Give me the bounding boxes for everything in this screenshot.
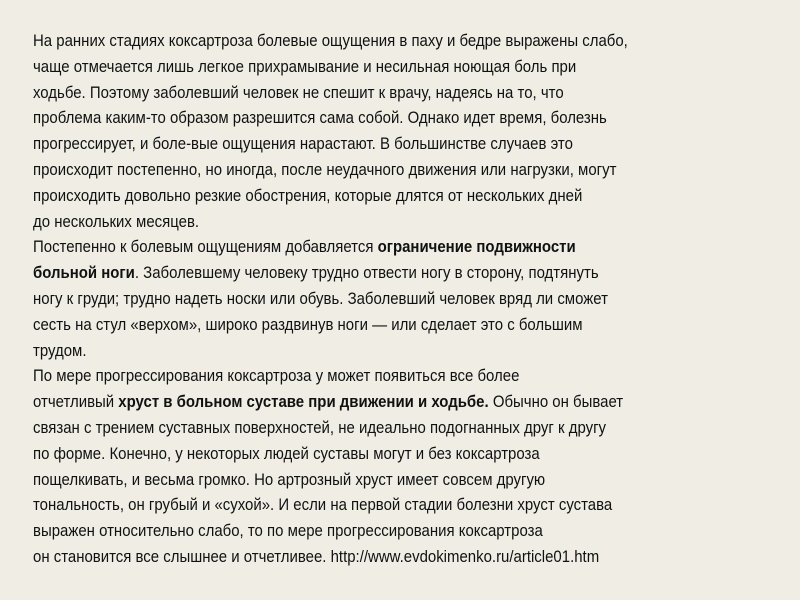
paragraph — [33, 28, 689, 234]
text-run: до нескольких месяцев. — [33, 211, 200, 231]
text-run: связан с трением суставных поверхностей, не идеально подогнанных друг к другу — [33, 417, 607, 437]
text-line — [33, 312, 689, 338]
text-line — [33, 209, 689, 235]
text-run: чаще отмечается лишь легкое прихрамывание и несильная ноющая боль при — [33, 56, 577, 76]
paragraph — [33, 234, 689, 363]
text-run: . Заболевшему человеку трудно отвести ногу в сторону, подтянуть — [134, 263, 599, 283]
text-run: трудом. — [33, 340, 87, 360]
text-run: происходит постепенно, но иногда, после неудачного движения или нагрузки, могут — [33, 159, 617, 179]
text-run: по форме. Конечно, у некоторых людей суставы могут и без коксартроза — [33, 443, 540, 463]
emphasized-text: больной ноги — [33, 263, 135, 283]
text-run: выражен относительно слабо, то по мере прогрессирования коксартроза — [33, 521, 543, 541]
text-line — [33, 415, 689, 441]
text-line — [33, 544, 689, 570]
text-line — [33, 234, 689, 260]
text-run: По мере прогрессирования коксартроза у может появиться все более — [33, 366, 520, 386]
text-run: отчетливый — [33, 392, 119, 412]
text-line — [33, 518, 689, 544]
text-line — [33, 28, 689, 54]
article-text — [33, 28, 689, 570]
text-line — [33, 183, 689, 209]
text-run: Обычно он бывает — [488, 392, 624, 412]
emphasized-text: хруст в больном суставе при движении и ходьбе. — [118, 392, 489, 412]
text-line — [33, 467, 689, 493]
text-run: происходить довольно резкие обострения, которые длятся от нескольких дней — [33, 185, 583, 205]
text-run: Постепенно к болевым ощущениям добавляется — [33, 237, 378, 257]
text-line — [33, 260, 689, 286]
text-run: На ранних стадиях коксартроза болевые ощущения в паху и бедре выражены слабо, — [33, 31, 628, 50]
text-run: сесть на стул «верхом», широко раздвинув ноги — или сделает это с большим — [33, 314, 583, 334]
text-run: ногу к груди; трудно надеть носки или обувь. Заболевший человек вряд ли сможет — [33, 288, 608, 308]
text-line — [33, 492, 689, 518]
text-run: ходьбе. Поэтому заболевший человек не спешит к врачу, надеясь на то, что — [33, 82, 564, 102]
text-line — [33, 363, 689, 389]
text-line — [33, 131, 689, 157]
text-line — [33, 389, 689, 415]
text-run: проблема каким-то образом разрешится сама собой. Однако идет время, болезнь — [33, 108, 607, 128]
emphasized-text: ограничение подвижности — [377, 237, 576, 257]
text-line — [33, 80, 689, 106]
paragraph — [33, 363, 689, 569]
text-run: прогрессирует, и боле-вые ощущения нарастают. В большинстве случаев это — [33, 134, 573, 154]
text-line — [33, 54, 689, 80]
text-line — [33, 157, 689, 183]
text-line — [33, 441, 689, 467]
text-run: пощелкивать, и весьма громко. Но артрозный хруст имеет совсем другую — [33, 469, 546, 489]
text-line — [33, 286, 689, 312]
text-run: тональность, он грубый и «сухой». И если на первой стадии болезни хруст сустава — [33, 495, 613, 515]
text-line — [33, 105, 689, 131]
text-run: он становится все слышнее и отчетливее. http://www.evdokimenko.ru/article01.htm — [33, 546, 600, 566]
text-line — [33, 338, 689, 364]
